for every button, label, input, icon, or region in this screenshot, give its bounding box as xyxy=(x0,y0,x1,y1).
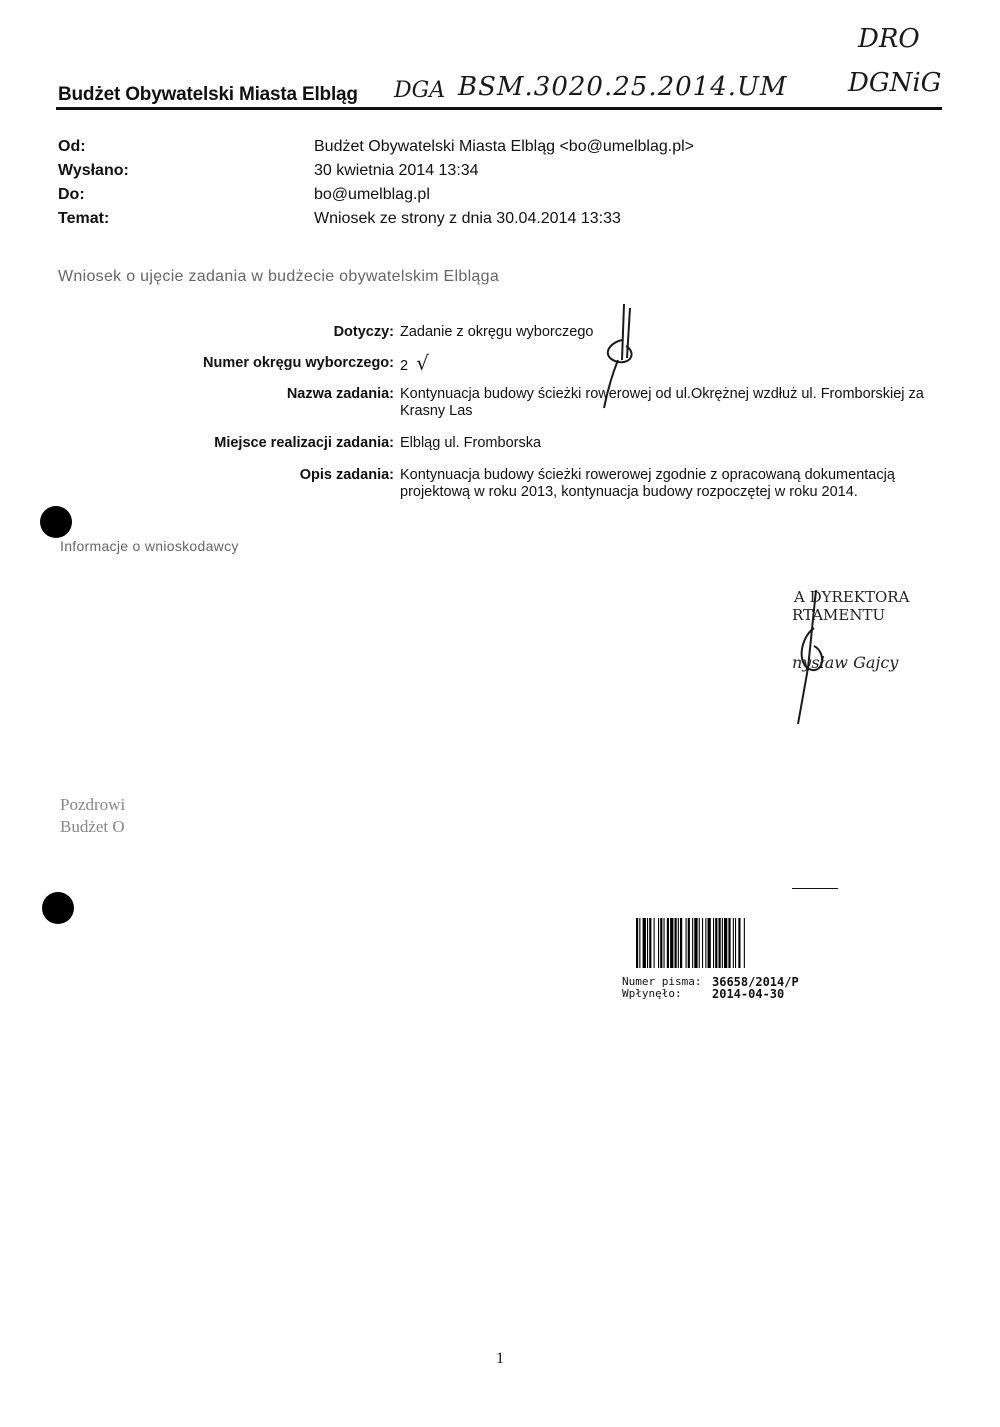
barcode-bar xyxy=(660,918,662,968)
barcode-bar xyxy=(670,918,673,968)
barcode-bar xyxy=(733,918,734,968)
registry-number-label: Numer pisma: xyxy=(622,975,702,988)
barcode-bar xyxy=(694,918,697,968)
applicant-section-title: Informacje o wnioskodawcy xyxy=(60,538,239,554)
barcode-bar xyxy=(699,918,700,968)
meta-row-sent xyxy=(58,162,938,186)
handwritten-corner-note: DRO xyxy=(858,24,920,54)
form-field-district-number xyxy=(110,351,940,375)
header-rule xyxy=(56,107,942,110)
registry-received-value: 2014-04-30 xyxy=(712,987,785,1001)
meta-row-subject xyxy=(58,210,938,234)
stamp-line: RTAMENTU xyxy=(792,606,886,624)
barcode-bar xyxy=(719,918,721,968)
barcode-bar xyxy=(722,918,723,968)
barcode-bar xyxy=(686,918,687,968)
form-field-description xyxy=(110,467,940,501)
closing-line: Budżet O xyxy=(60,817,125,836)
form-field-value: Elbląg ul. Fromborska xyxy=(400,435,542,451)
form-field-location xyxy=(110,435,940,452)
form-field-value: Kontynuacja budowy ścieżki rowerowej zgodnie z opracowaną dokumentacją projektową w roku 2013, kontynuacja budowy rozpoczętej w roku 2014. xyxy=(400,467,895,500)
handwritten-checkmark: √ xyxy=(416,351,429,375)
punch-hole xyxy=(40,506,72,538)
barcode xyxy=(636,918,818,968)
barcode-bar xyxy=(728,918,730,968)
application-section-title: Wniosek o ujęcie zadania w budżecie obywatelskim Elbląga xyxy=(58,268,500,285)
barcode-bar xyxy=(678,918,679,968)
barcode-bar xyxy=(713,918,714,968)
meta-row-to xyxy=(58,186,938,210)
registry-rule xyxy=(792,888,838,889)
stamp-signatory: nysław Gajcy xyxy=(792,653,899,672)
form-field-concerns xyxy=(110,324,940,341)
form-field-value: 2 xyxy=(400,358,409,374)
barcode-bar xyxy=(664,918,665,968)
punch-hole xyxy=(42,892,74,924)
barcode-bar xyxy=(658,918,659,968)
form-field-label: Numer okręgu wyborczego: xyxy=(203,355,394,371)
barcode-bar xyxy=(715,918,717,968)
barcode-bar xyxy=(738,918,740,968)
closing-line: Pozdrowi xyxy=(60,795,126,814)
handwritten-signature-mark xyxy=(596,300,646,410)
barcode-bar xyxy=(667,918,669,968)
barcode-bar xyxy=(724,918,727,968)
meta-label: Do: xyxy=(58,186,85,203)
stamp-signature-stroke xyxy=(786,588,846,728)
page-number: 1 xyxy=(496,1350,504,1367)
barcode-bar xyxy=(692,918,693,968)
form-field-value: Kontynuacja budowy ścieżki rowerowej od ul.Okrężnej wzdłuż ul. Fromborskiej za Krasny Las xyxy=(400,386,924,419)
handwritten-reference-number: BSM.3020.25.2014.UM xyxy=(458,72,788,102)
stamp-line: A DYREKTORA xyxy=(794,588,910,606)
form-field-task-name xyxy=(110,386,940,420)
barcode-bar xyxy=(647,918,648,968)
meta-value: 30 kwietnia 2014 13:34 xyxy=(314,162,479,179)
form-field-label: Opis zadania: xyxy=(299,467,394,483)
barcode-bar xyxy=(735,918,736,968)
meta-label: Wysłano: xyxy=(58,162,129,179)
barcode-bar xyxy=(702,918,703,968)
form-field-value: Zadanie z okręgu wyborczego xyxy=(400,324,594,340)
form-field-label: Miejsce realizacji zadania: xyxy=(214,435,394,451)
form-field-label: Dotyczy: xyxy=(333,324,394,340)
barcode-bar xyxy=(649,918,651,968)
registry-number-value: 36658/2014/P xyxy=(712,975,799,989)
barcode-bar xyxy=(639,918,640,968)
meta-value: bo@umelblag.pl xyxy=(314,186,430,203)
handwritten-corner-department: DGNiG xyxy=(848,68,942,98)
barcode-bar xyxy=(708,918,711,968)
barcode-bar xyxy=(636,918,638,968)
barcode-bar xyxy=(688,918,690,968)
handwritten-ref-initials: DGA xyxy=(394,78,446,103)
barcode-bar xyxy=(654,918,655,968)
barcode-bar xyxy=(744,918,745,968)
barcode-bar xyxy=(675,918,677,968)
meta-row-from xyxy=(58,138,938,162)
registry-received-label: Wpłynęło: xyxy=(622,987,682,1000)
barcode-bar xyxy=(680,918,682,968)
barcode-bar xyxy=(643,918,646,968)
meta-value: Wniosek ze strony z dnia 30.04.2014 13:33 xyxy=(314,210,621,227)
form-field-label: Nazwa zadania: xyxy=(286,386,394,402)
meta-label: Od: xyxy=(58,138,86,155)
email-meta xyxy=(58,138,938,234)
meta-value: Budżet Obywatelski Miasta Elbląg <bo@umelblag.pl> xyxy=(314,138,694,155)
registry-info xyxy=(622,976,799,1000)
closing-text xyxy=(60,794,125,838)
meta-label: Temat: xyxy=(58,210,110,227)
barcode-bar xyxy=(705,918,706,968)
organization-title: Budżet Obywatelski Miasta Elbląg xyxy=(58,84,358,105)
